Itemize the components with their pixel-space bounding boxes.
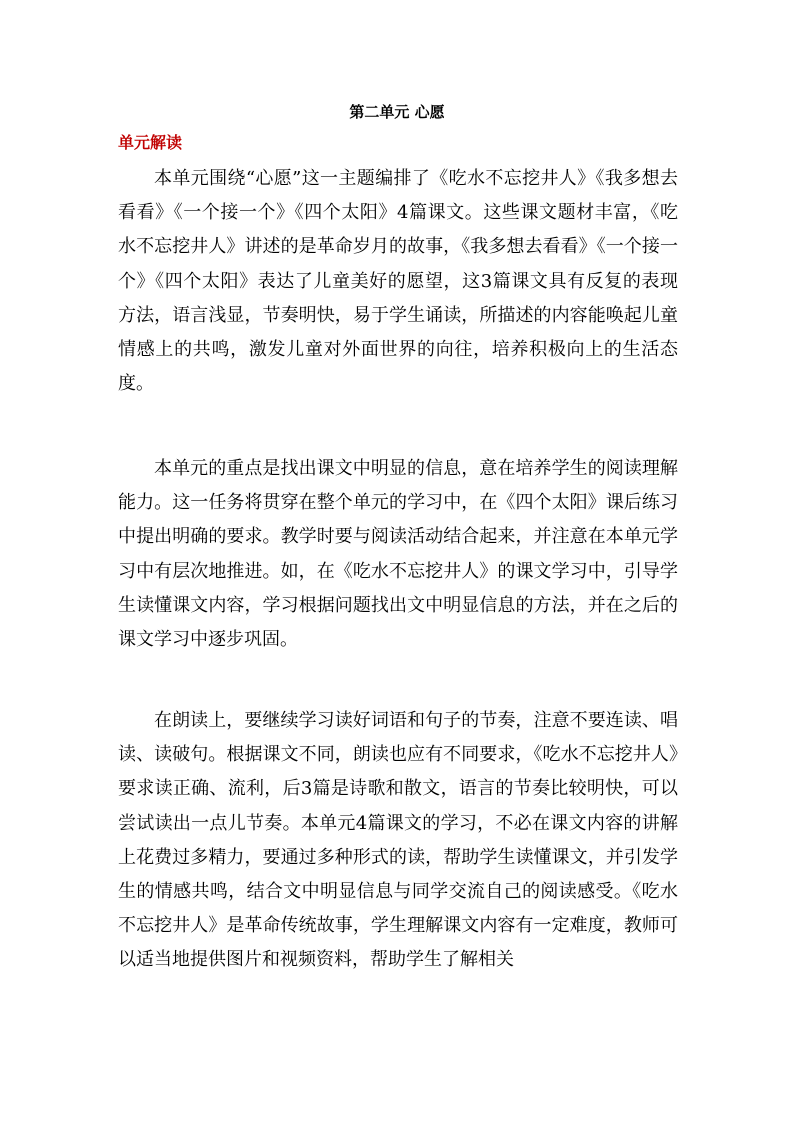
document-title: 第二单元 心愿 [349,103,445,121]
section-heading-unit-interpretation: 单元解读 [118,133,183,152]
paragraph-unit-overview: 本单元围绕“心愿”这一主题编排了《吃水不忘挖井人》《我多想去看看》《一个接一个》《四个太阳》4篇课文。这些课文题材丰富，《吃水不忘挖井人》讲述的是革命岁月的故事，《我多想去看看》《一个接一个》《四个太阳》表达了儿童美好的愿望，这3篇课文具有反复的表现方法，语言浅显，节奏明快，易于学生诵读，所描述的内容能唤起儿童情感上的共鸣，激发儿童对外面世界的向往，培养积极向上的生活态度。 [118,168,678,395]
paragraph-unit-focus: 本单元的重点是找出课文中明显的信息，意在培养学生的阅读理解能力。这一任务将贯穿在整个单元的学习中，在《四个太阳》课后练习中提出明确的要求。教学时要与阅读活动结合起来，并注意在本单元学习中有层次地推进。如，在《吃水不忘挖井人》的课文学习中，引导学生读懂课文内容，学习根据问题找出文中明显信息的方法，并在之后的课文学习中逐步巩固。 [118,458,678,651]
paragraph-reading-aloud: 在朗读上，要继续学习读好词语和句子的节奏，注意不要连读、唱读、读破句。根据课文不同，朗读也应有不同要求，《吃水不忘挖井人》要求读正确、流利，后3篇是诗歌和散文，语言的节奏比较明快，可以尝试读出一点儿节奏。本单元4篇课文的学习，不必在课文内容的讲解上花费过多精力，要通过多种形式的读，帮助学生读懂课文，并引发学生的情感共鸣，结合文中明显信息与同学交流自己的阅读感受。《吃水不忘挖井人》是革命传统故事，学生理解课文内容有一定难度，教师可以适当地提供图片和视频资料，帮助学生了解相关 [118,710,678,971]
